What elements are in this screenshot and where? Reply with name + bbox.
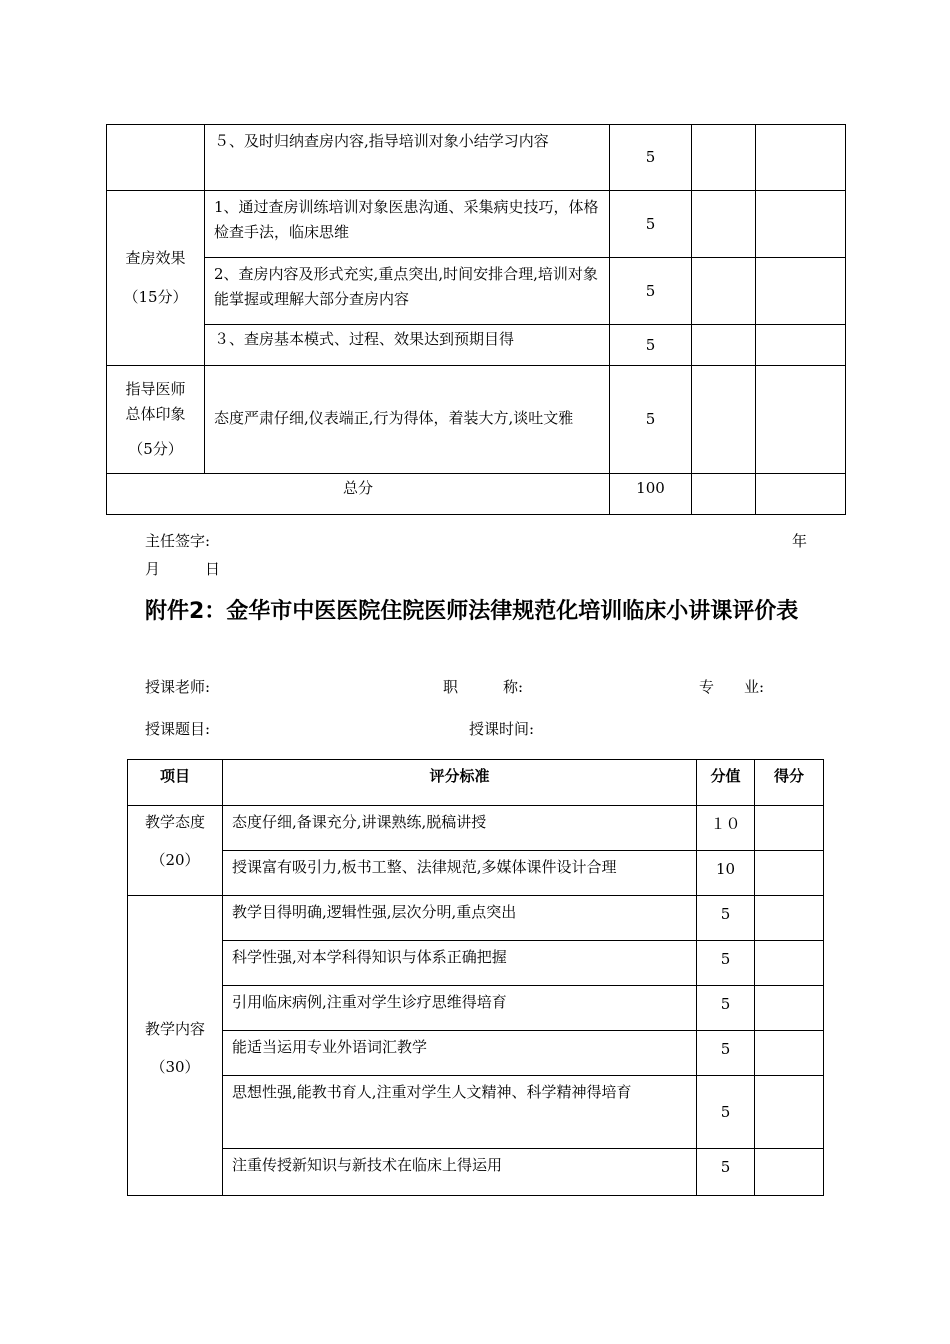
- header-row: [128, 760, 824, 806]
- table-row: [107, 258, 846, 325]
- category-name-line2: 总体印象: [125, 405, 186, 423]
- score-value: 5: [610, 325, 692, 366]
- table-row: [107, 191, 846, 258]
- table-row: [107, 366, 846, 474]
- specialty-label: 专 业:: [699, 678, 765, 696]
- category-points: （5分）: [128, 440, 183, 458]
- table-row: [128, 986, 824, 1031]
- remark-cell[interactable]: [756, 258, 846, 325]
- time-label: 授课时间:: [469, 720, 535, 738]
- topic-label: 授课题目:: [145, 720, 211, 738]
- score-value: 5: [697, 1149, 755, 1196]
- score-value: 5: [610, 125, 692, 191]
- category-effect: [107, 191, 205, 366]
- remark-cell[interactable]: [756, 325, 846, 366]
- remark-cell[interactable]: [756, 366, 846, 474]
- total-row: [107, 474, 846, 515]
- category-name-line1: 指导医师: [125, 380, 186, 398]
- criteria-cell: 态度严肃仔细,仪表端正,行为得体，着装大方,谈吐文雅: [205, 366, 610, 474]
- category-name: 教学态度: [144, 813, 205, 831]
- score-got-cell[interactable]: [692, 258, 756, 325]
- remark-cell[interactable]: [756, 191, 846, 258]
- score-value: 5: [697, 1031, 755, 1076]
- title-rank-label: 职 称:: [443, 678, 524, 696]
- lecture-evaluation-table: [127, 759, 824, 1196]
- score-value: 10: [697, 851, 755, 896]
- header-item: 项目: [128, 760, 223, 806]
- score-got-cell[interactable]: [692, 325, 756, 366]
- remark-cell[interactable]: [756, 125, 846, 191]
- criteria-cell: 引用临床病例,注重对学生诊疗思维得培育: [223, 986, 697, 1031]
- signature-year: 年: [791, 532, 807, 550]
- score-got-cell[interactable]: [692, 366, 756, 474]
- remark-cell[interactable]: [756, 474, 846, 515]
- score-got-cell[interactable]: [692, 125, 756, 191]
- category-name: 教学内容: [144, 1019, 205, 1038]
- score-got-cell[interactable]: [755, 896, 824, 941]
- table-row: [128, 941, 824, 986]
- table-row: [128, 1031, 824, 1076]
- signature-label: 主任签字:: [145, 532, 211, 550]
- score-value: 5: [697, 1076, 755, 1149]
- category-name: 查房效果: [125, 249, 186, 267]
- category-content: [128, 896, 223, 1196]
- table-row: [128, 1149, 824, 1196]
- category-points: （15分）: [123, 288, 188, 306]
- table-row: [128, 1076, 824, 1149]
- criteria-cell: 能适当运用专业外语词汇教学: [223, 1031, 697, 1076]
- score-value: 5: [610, 191, 692, 258]
- score-value: 5: [697, 896, 755, 941]
- score-got-cell[interactable]: [692, 191, 756, 258]
- criteria-cell: 注重传授新知识与新技术在临床上得运用: [223, 1149, 697, 1196]
- score-got-cell[interactable]: [755, 986, 824, 1031]
- table-row: [128, 896, 824, 941]
- table-row: [128, 851, 824, 896]
- criteria-cell: 2、查房内容及形式充实,重点突出,时间安排合理,培训对象能掌握或理解大部分查房内容: [205, 258, 610, 325]
- teacher-label: 授课老师:: [145, 678, 211, 696]
- signature-month-day: 月 日: [145, 560, 221, 578]
- total-label: 总分: [107, 474, 610, 515]
- total-score: 100: [610, 474, 692, 515]
- category-points: （30）: [150, 1057, 200, 1076]
- score-got-cell[interactable]: [755, 1076, 824, 1149]
- score-value: 5: [610, 258, 692, 325]
- page-title: 附件2：金华市中医医院住院医师法律规范化培训临床小讲课评价表: [145, 599, 799, 624]
- table-row: [107, 125, 846, 191]
- score-got-cell[interactable]: [755, 851, 824, 896]
- table-row: [107, 325, 846, 366]
- header-got: 得分: [755, 760, 824, 806]
- criteria-cell: ５、及时归纳查房内容,指导培训对象小结学习内容: [205, 125, 610, 191]
- signature-line: [145, 528, 807, 578]
- score-value: １０: [697, 806, 755, 851]
- category-attitude: [128, 806, 223, 896]
- score-got-cell[interactable]: [755, 941, 824, 986]
- criteria-cell: 授课富有吸引力,板书工整、法律规范,多媒体课件设计合理: [223, 851, 697, 896]
- criteria-cell: 态度仔细,备课充分,讲课熟练,脱稿讲授: [223, 806, 697, 851]
- score-got-cell[interactable]: [755, 806, 824, 851]
- score-got-cell[interactable]: [755, 1031, 824, 1076]
- score-value: 5: [697, 941, 755, 986]
- criteria-cell: 思想性强,能教书育人,注重对学生人文精神、科学精神得培育: [223, 1076, 697, 1149]
- category-cell: [107, 125, 205, 191]
- criteria-cell: 科学性强,对本学科得知识与体系正确把握: [223, 941, 697, 986]
- category-impression: [107, 366, 205, 474]
- criteria-cell: 1、通过查房训练培训对象医患沟通、采集病史技巧，体格检查手法，临床思维: [205, 191, 610, 258]
- ward-round-evaluation-table: [106, 124, 846, 515]
- score-value: 5: [610, 366, 692, 474]
- score-got-cell[interactable]: [692, 474, 756, 515]
- category-points: （20）: [150, 851, 200, 869]
- header-value: 分值: [697, 760, 755, 806]
- score-got-cell[interactable]: [755, 1149, 824, 1196]
- header-criteria: 评分标准: [223, 760, 697, 806]
- criteria-cell: 教学目得明确,逻辑性强,层次分明,重点突出: [223, 896, 697, 941]
- criteria-cell: ３、查房基本模式、过程、效果达到预期目得: [205, 325, 610, 366]
- score-value: 5: [697, 986, 755, 1031]
- table-row: [128, 806, 824, 851]
